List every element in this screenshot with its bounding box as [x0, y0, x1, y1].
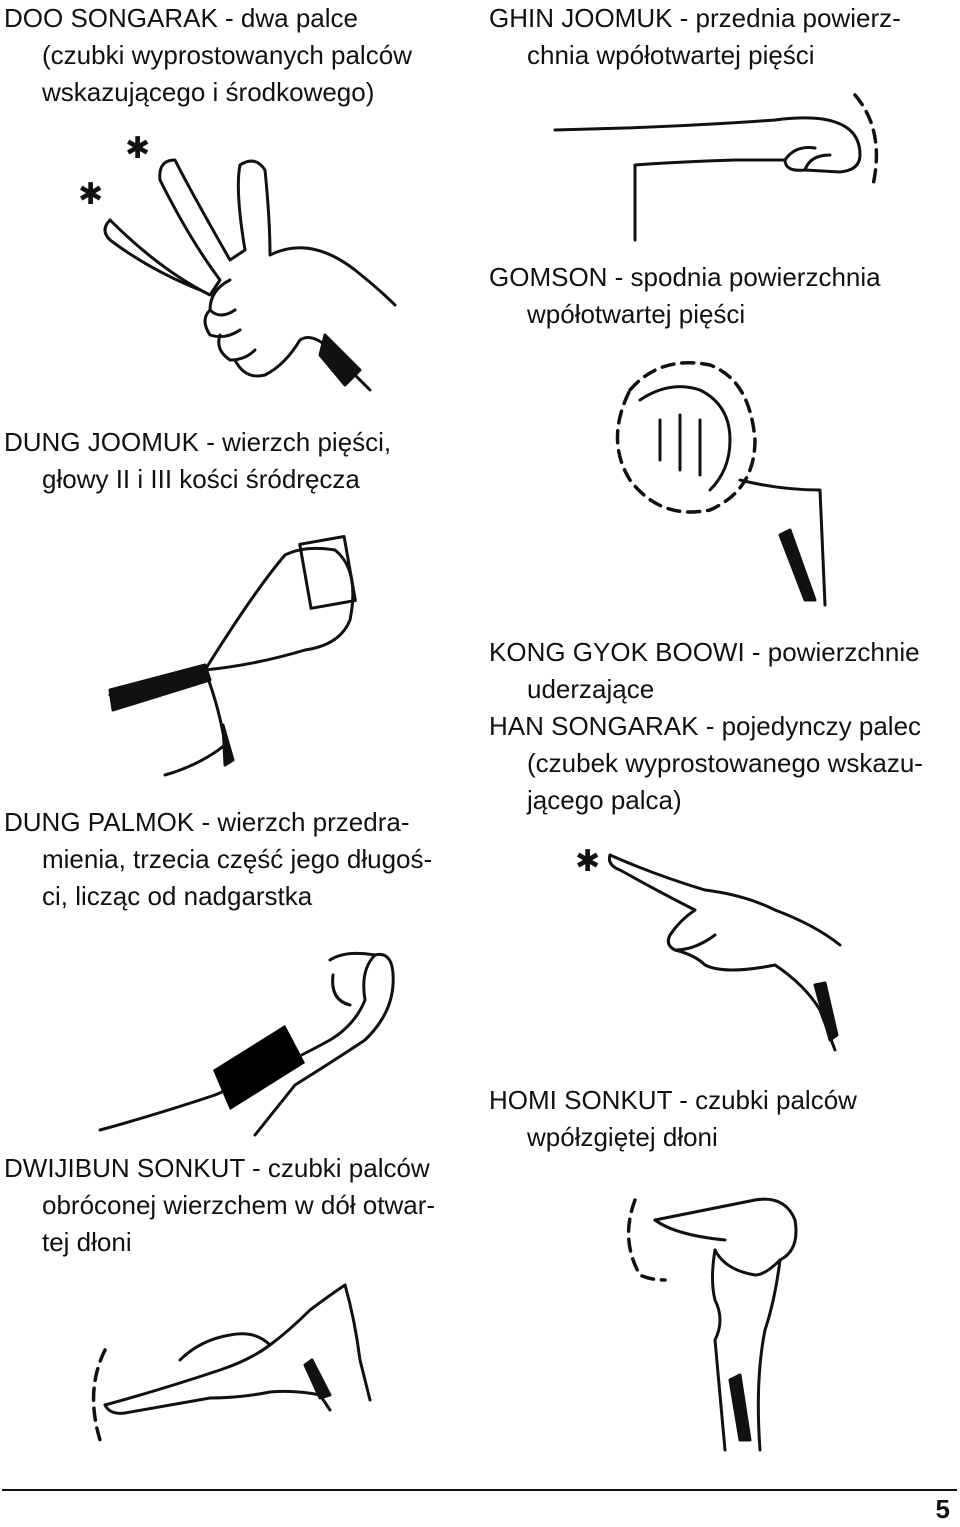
fist-front-illustration: [555, 90, 895, 240]
caption-dung-palmok: [4, 804, 432, 915]
caption-line: HAN SONGARAK - pojedynczy palec: [489, 711, 922, 741]
caption-line: obróconej wierzchem w dół otwar-: [42, 1190, 436, 1220]
caption-line: DUNG PALMOK - wierzch przedra-: [4, 807, 410, 837]
forearm-illustration: [95, 945, 400, 1135]
two-finger-hand-illustration: [70, 130, 400, 400]
caption-line: uderzające: [527, 674, 655, 704]
flat-hand-illustration: [80, 1280, 380, 1455]
caption-line: tej dłoni: [42, 1227, 132, 1257]
caption-line: GOMSON - spodnia powierzchnia: [489, 262, 881, 292]
footer-rule: [2, 1489, 957, 1491]
pointing-finger-illustration: [575, 835, 875, 1050]
caption-ghin-joomuk: [489, 0, 901, 74]
caption-line: chnia wpółotwartej pięści: [527, 40, 815, 70]
caption-line: GHIN JOOMUK - przednia powierz-: [489, 3, 901, 33]
page-number: 5: [935, 1494, 950, 1524]
caption-line: DOO SONGARAK - dwa palce: [4, 3, 358, 33]
fist-bottom-illustration: [600, 360, 840, 610]
caption-line: ci, licząc od nadgarstka: [42, 881, 313, 911]
caption-dung-joomuk: [4, 424, 391, 498]
caption-line: (czubek wyprostowanego wskazu-: [527, 748, 923, 778]
caption-homi-sonkut: [489, 1082, 857, 1156]
svg-text:✱: ✱: [125, 131, 151, 166]
half-bent-hand-illustration: [615, 1180, 815, 1450]
caption-line: wpółzgiętej dłoni: [527, 1122, 718, 1152]
caption-line: DUNG JOOMUK - wierzch pięści,: [4, 427, 392, 457]
svg-text:✱: ✱: [575, 844, 601, 879]
svg-text:✱: ✱: [78, 177, 104, 212]
fist-back-illustration: [105, 530, 365, 780]
caption-line: wskazującego i środkowego): [42, 77, 375, 107]
caption-dwijibun-sonkut: [4, 1150, 435, 1261]
caption-line: DWIJIBUN SONKUT - czubki palców: [4, 1153, 430, 1183]
caption-line: jącego palca): [527, 785, 682, 815]
caption-line: wpółotwartej pięści: [527, 299, 746, 329]
caption-line: (czubki wyprostowanych palców: [42, 40, 412, 70]
caption-gomson: [489, 259, 881, 333]
caption-line: głowy II i III kości śródręcza: [42, 464, 360, 494]
caption-line: mienia, trzecia część jego długoś-: [42, 844, 433, 874]
caption-line: HOMI SONKUT - czubki palców: [489, 1085, 857, 1115]
caption-line: KONG GYOK BOOWI - powierzchnie: [489, 637, 920, 667]
caption-kong-gyok-han-songarak: [489, 634, 923, 819]
caption-doo-songarak: [4, 0, 412, 111]
